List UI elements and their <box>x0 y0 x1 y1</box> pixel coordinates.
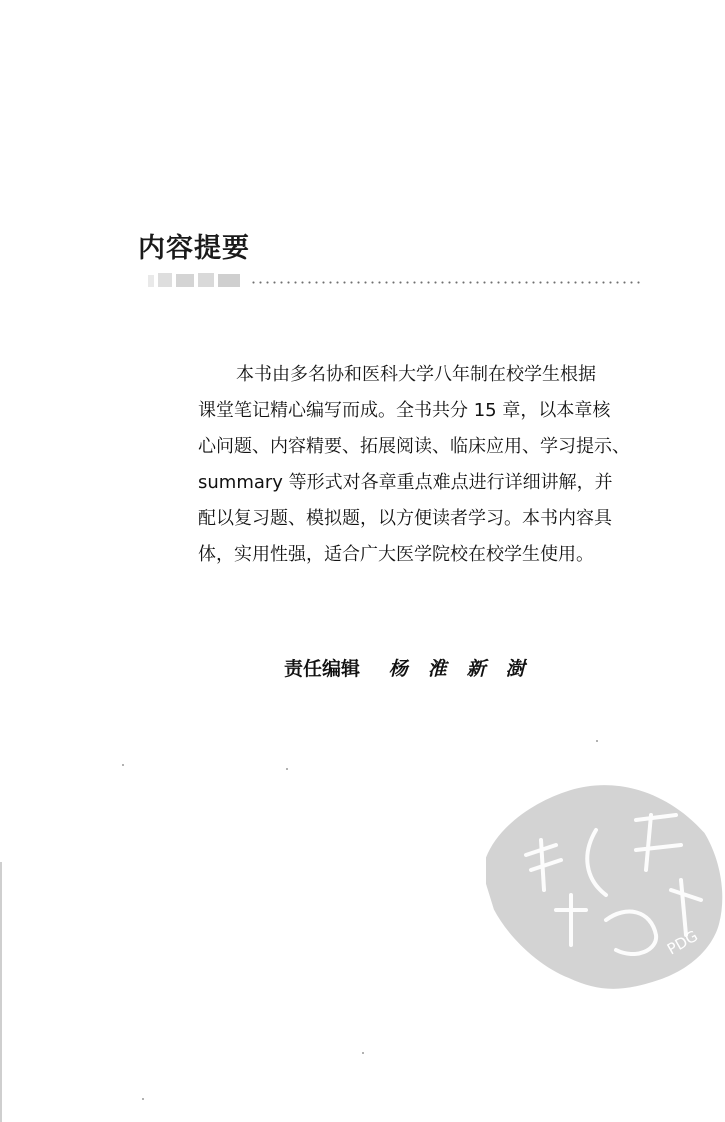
summary-line: 配以复习题、模拟题，以方便读者学习。本书内容具 <box>198 508 612 529</box>
summary-line: 本书由多名协和医科大学八年制在校学生根据 <box>236 364 596 385</box>
summary-line: 课堂笔记精心编写而成。全书共分 15 章，以本章核 <box>198 400 611 421</box>
seal-stamp-icon <box>486 760 725 1000</box>
scan-speck <box>362 1052 364 1054</box>
summary-line: 体，实用性强，适合广大医学院校在校学生使用。 <box>198 544 594 565</box>
editor-credit <box>284 654 545 681</box>
watermark-label: PDG <box>664 926 701 959</box>
editor-label: 责任编辑 <box>284 658 361 680</box>
scan-speck <box>286 768 288 770</box>
dotted-divider <box>250 281 640 284</box>
section-heading: 内容提要 <box>138 233 250 264</box>
scan-speck <box>122 764 124 766</box>
scan-speck <box>142 1098 144 1100</box>
summary-text <box>198 357 658 573</box>
page-edge <box>0 862 2 1122</box>
editor-name: 杨淮新澍 <box>388 658 545 680</box>
summary-line: 心问题、内容精要、拓展阅读、临床应用、学习提示、 <box>198 436 630 457</box>
scan-speck <box>596 740 598 742</box>
summary-line: summary 等形式对各章重点难点进行详细讲解，并 <box>198 472 613 493</box>
heading-decoration <box>148 271 248 291</box>
